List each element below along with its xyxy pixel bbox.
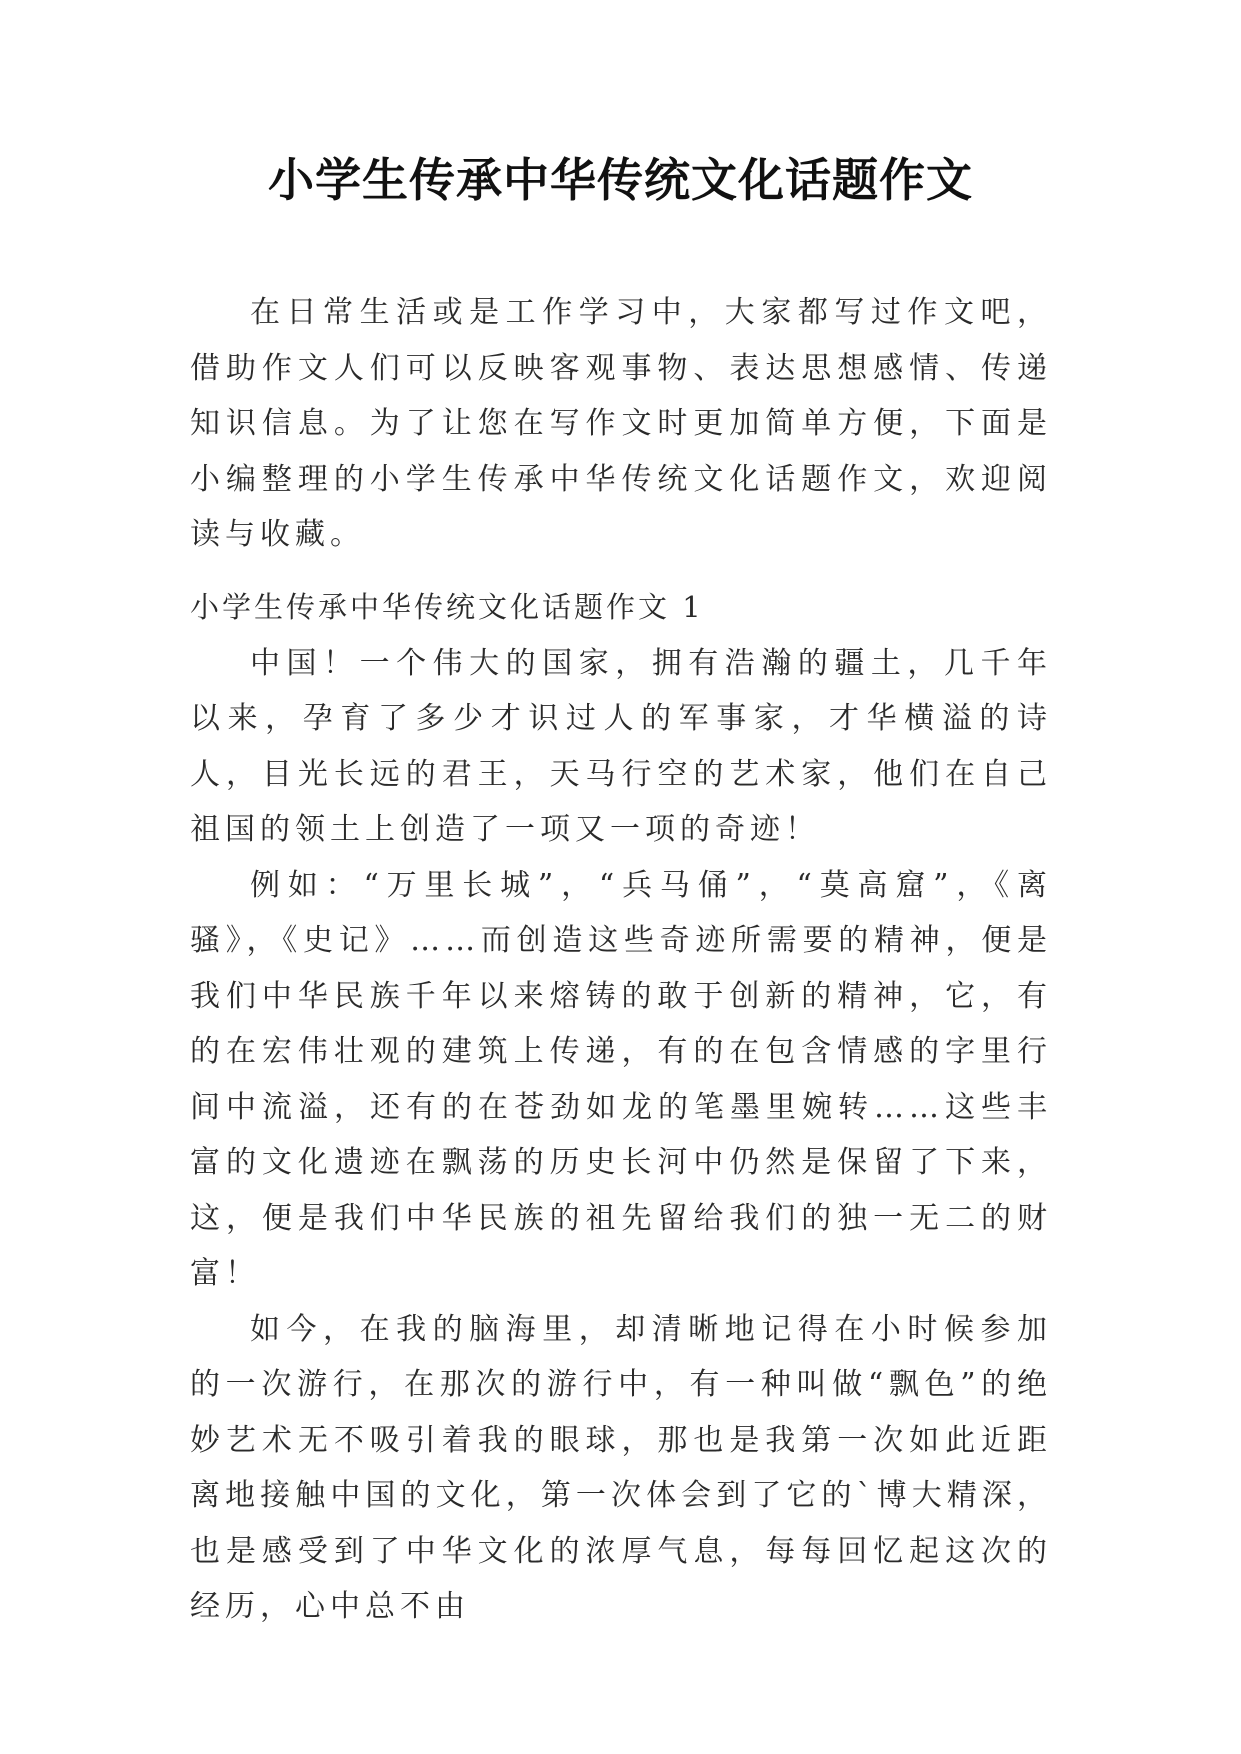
essay-paragraph: 如今，在我的脑海里，却清晰地记得在小时候参加的一次游行，在那次的游行中，有一种叫做“飘色”的绝妙艺术无不吸引着我的眼球，那也是我第一次如此近距离地接触中国的文化，第一次体会到了它的`博大精深，也是感受到了中华文化的浓厚气息，每每回忆起这次的经历，心中总不由 (190, 1311, 1052, 1624)
essay-paragraph: 中国！一个伟大的国家，拥有浩瀚的疆土，几千年以来，孕育了多少才识过人的军事家，才华横溢的诗人，目光长远的君王，天马行空的艺术家，他们在自己祖国的领土上创造了一项又一项的奇迹！ (190, 645, 1052, 847)
essay-section-1 (190, 580, 1052, 1635)
section-heading: 小学生传承中华传统文化话题作文 1 (190, 590, 704, 624)
document-title: 小学生传承中华传统文化话题作文 (268, 153, 973, 207)
essay-paragraph: 例如：“万里长城”，“兵马俑”，“莫高窟”，《离骚》，《史记》……而创造这些奇迹所需要的精神，便是我们中华民族千年以来熔铸的敢于创新的精神，它，有的在宏伟壮观的建筑上传递，有的在包含情感的字里行间中流溢，还有的在苍劲如龙的笔墨里婉转……这些丰富的文化遗迹在飘荡的历史长河中仍然是保留了下来，这，便是我们中华民族的祖先留给我们的独一无二的财富！ (190, 867, 1052, 1291)
intro-block (190, 285, 1052, 563)
intro-paragraph: 在日常生活或是工作学习中，大家都写过作文吧，借助作文人们可以反映客观事物、表达思想感情、传递知识信息。为了让您在写作文时更加简单方便，下面是小编整理的小学生传承中华传统文化话题作文，欢迎阅读与收藏。 (190, 295, 1052, 552)
